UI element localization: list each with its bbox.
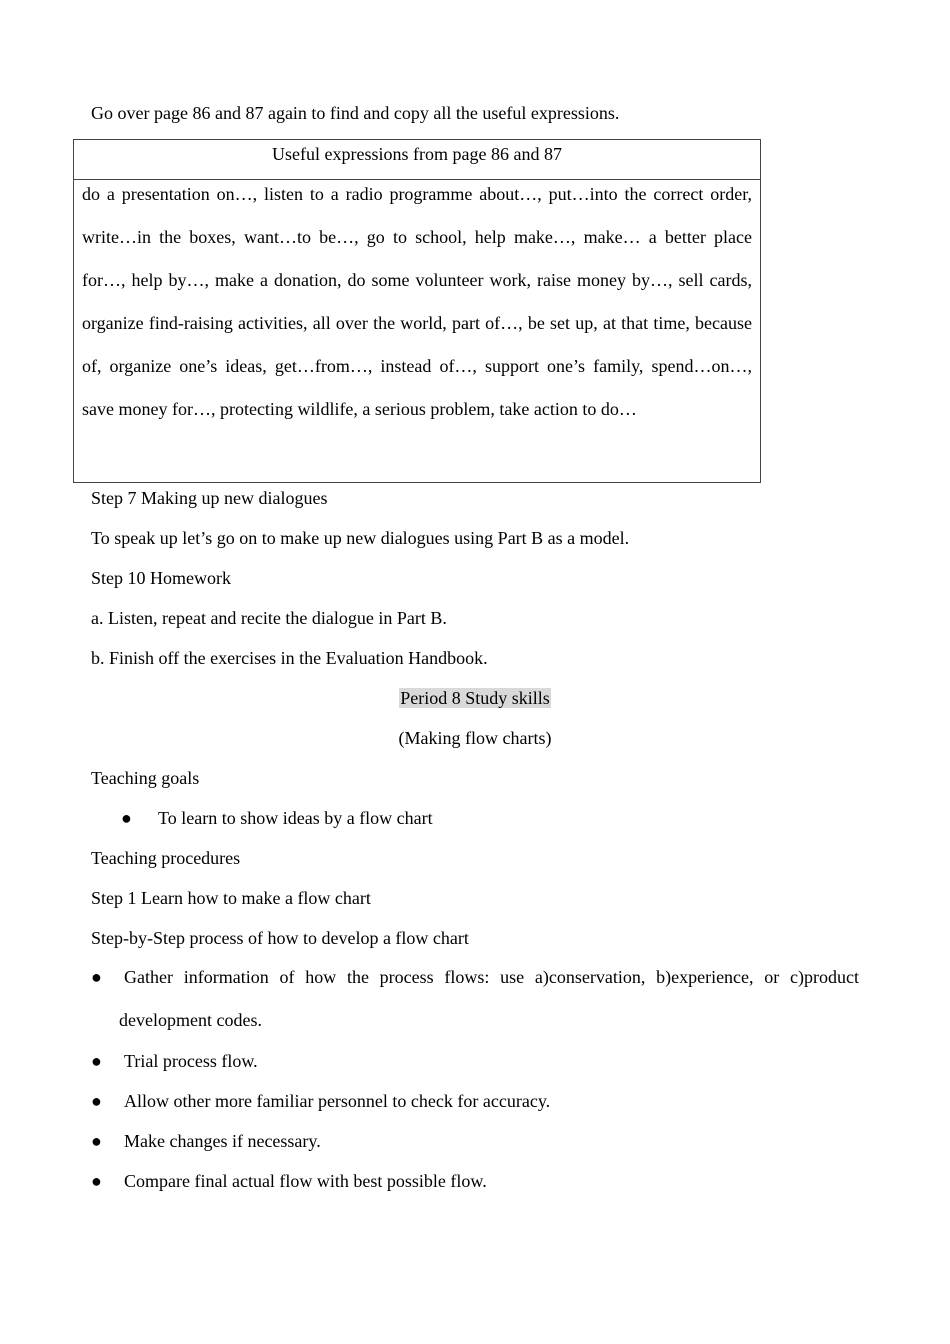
bullet-icon: ●: [91, 1171, 102, 1191]
goal-text: To learn to show ideas by a flow chart: [158, 808, 433, 828]
bullet-icon: ●: [91, 1131, 102, 1151]
expressions-table: [73, 139, 761, 483]
process-item-text: Allow other more familiar personnel to check for accuracy.: [124, 1091, 551, 1111]
list-item: [91, 1130, 321, 1152]
process-item-text: Trial process flow.: [124, 1051, 258, 1071]
process-heading: Step-by-Step process of how to develop a flow chart: [91, 928, 469, 948]
homework-b: b. Finish off the exercises in the Evaluation Handbook.: [91, 648, 488, 668]
bullet-icon: ●: [91, 1091, 102, 1111]
process-item-text: Gather information of how the process flows: use a)conservation, b)experience, or c)product development codes.: [119, 967, 859, 1030]
process-item-text: Make changes if necessary.: [124, 1131, 321, 1151]
intro-text: Go over page 86 and 87 again to find and copy all the useful expressions.: [91, 103, 620, 123]
goal-item: [121, 807, 433, 829]
homework-a: a. Listen, repeat and recite the dialogue in Part B.: [91, 608, 447, 628]
list-item: [91, 956, 859, 1042]
step1-heading: Step 1 Learn how to make a flow chart: [91, 888, 371, 908]
bullet-icon: ●: [91, 1051, 102, 1071]
list-item: [91, 1090, 550, 1112]
period-title: Period 8 Study skills: [400, 688, 550, 708]
bullet-icon: ●: [121, 808, 132, 828]
list-item: [91, 1170, 487, 1192]
process-item-text: Compare final actual flow with best possible flow.: [124, 1171, 487, 1191]
bullet-icon: ●: [91, 967, 102, 987]
procedures-heading: Teaching procedures: [91, 848, 241, 868]
step10-heading: Step 10 Homework: [91, 568, 231, 588]
list-item: [91, 1050, 258, 1072]
period-subtitle: (Making flow charts): [398, 728, 552, 748]
table-header: Useful expressions from page 86 and 87: [74, 140, 760, 180]
goals-heading: Teaching goals: [91, 768, 200, 788]
period-title-row: [0, 687, 950, 709]
table-body: do a presentation on…, listen to a radio programme about…, put…into the correct order, write…in the boxes, want…to be…, go to school, help make…, make… a better place for…, help by…, make a donation, do some volunteer work, raise money by…, sell cards, organize find-raising activities, all over the world, part of…, be set up, at that time, because of, organize one’s ideas, get…from…, instead of…, support one’s family, spend…on…, save money for…, protecting wildlife, a serious problem, take action to do…: [82, 184, 752, 419]
step7-heading: Step 7 Making up new dialogues: [91, 488, 328, 508]
step7-text: To speak up let’s go on to make up new dialogues using Part B as a model.: [91, 528, 630, 548]
